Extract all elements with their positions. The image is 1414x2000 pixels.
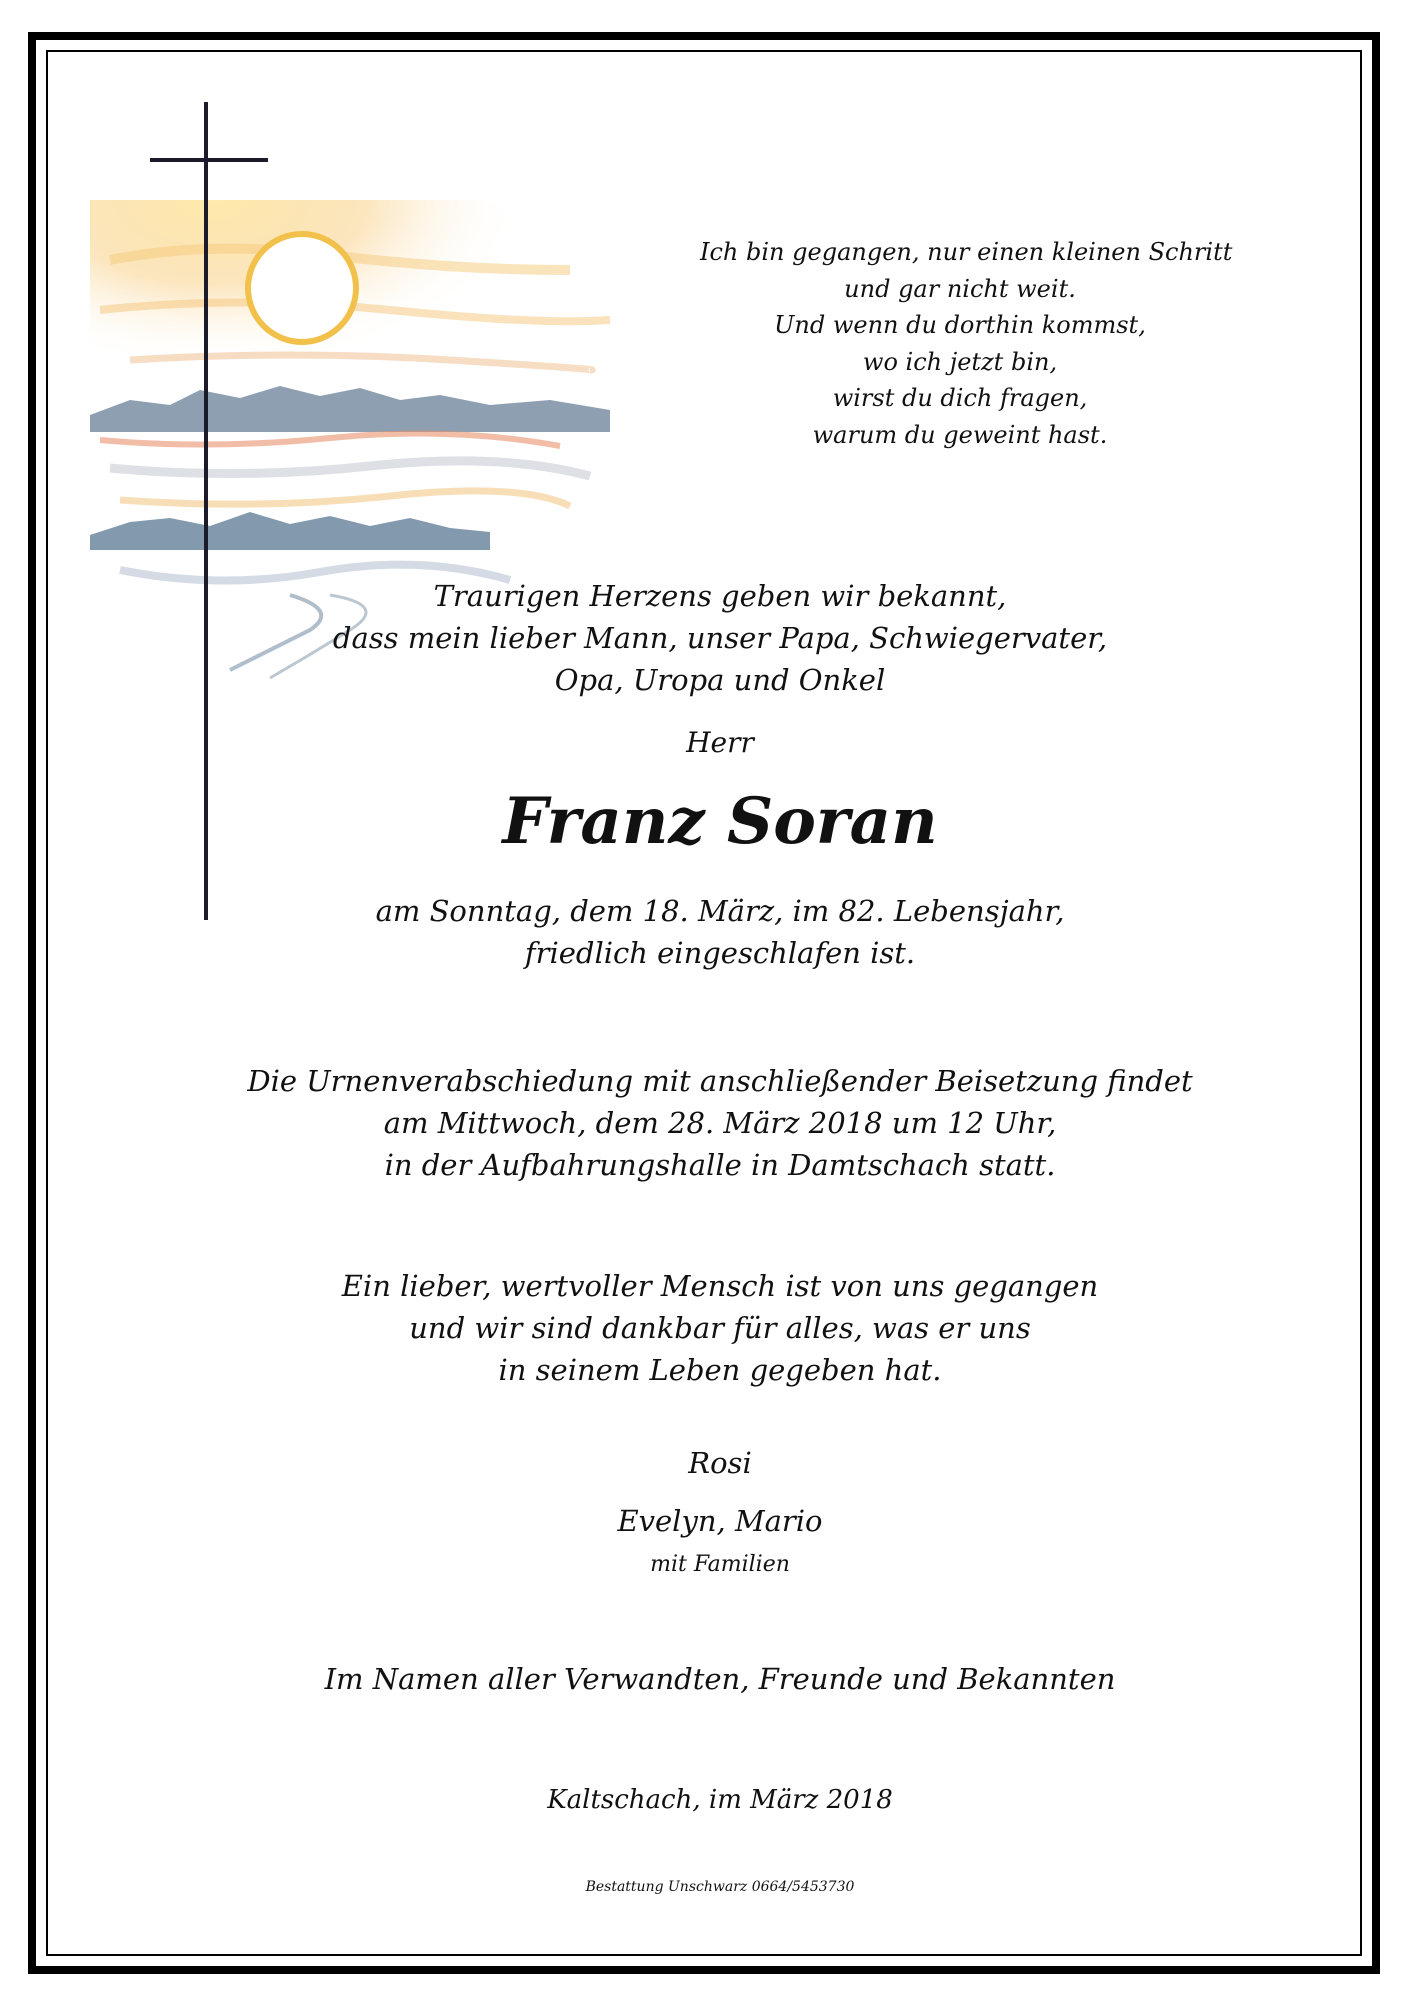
place-date: Kaltschach, im März 2018 [547,1785,893,1815]
mourner-families: mit Familien [650,1552,790,1577]
relatives-line: Im Namen aller Verwandten, Freunde und Bekannten [324,1662,1116,1696]
tribute-line: und wir sind dankbar für alles, was er uns [409,1311,1031,1345]
poem-line: und gar nicht weit. [844,274,1076,303]
death-notice-line: friedlich eingeschlafen ist. [524,936,916,970]
announcement-line: dass mein lieber Mann, unser Papa, Schwiegervater, [332,621,1108,655]
funeral-line: in der Aufbahrungshalle in Damtschach statt. [384,1148,1056,1182]
poem-line: Und wenn du dorthin kommst, [774,311,1146,339]
funeral-details [150,1060,1290,1186]
death-notice [200,890,1240,974]
tribute-line: in seinem Leben gegeben hat. [498,1353,942,1387]
tribute-line: Ein lieber, wertvoller Mensch ist von uns gegangen [341,1269,1099,1303]
funeral-line: am Mittwoch, dem 28. März 2018 um 12 Uhr, [383,1106,1057,1140]
announcement-line: Opa, Uropa und Onkel [554,663,886,697]
funeral-home-footer: Bestattung Unschwarz 0664/5453730 [585,1879,855,1895]
poem-line: Ich bin gegangen, nur einen kleinen Schritt [700,238,1233,266]
death-notice-line: am Sonntag, dem 18. März, im 82. Lebensjahr, [375,894,1065,928]
cross-bar [150,158,268,162]
deceased-name: Franz Soran [502,784,938,859]
funeral-line: Die Urnenverabschiedung mit anschließender Beisetzung findet [247,1064,1193,1098]
announcement-line: Traurigen Herzens geben wir bekannt, [433,579,1007,613]
poem-line: wirst du dich fragen, [832,384,1088,412]
announcement [200,575,1240,701]
poem-line: wo ich jetzt bin, [862,347,1058,376]
tribute [150,1265,1290,1391]
mourner-spouse: Rosi [688,1446,752,1480]
poem [700,234,1233,453]
mourner-children: Evelyn, Mario [617,1504,823,1538]
salutation: Herr [686,726,754,759]
poem-line: warum du geweint hast. [812,420,1108,449]
